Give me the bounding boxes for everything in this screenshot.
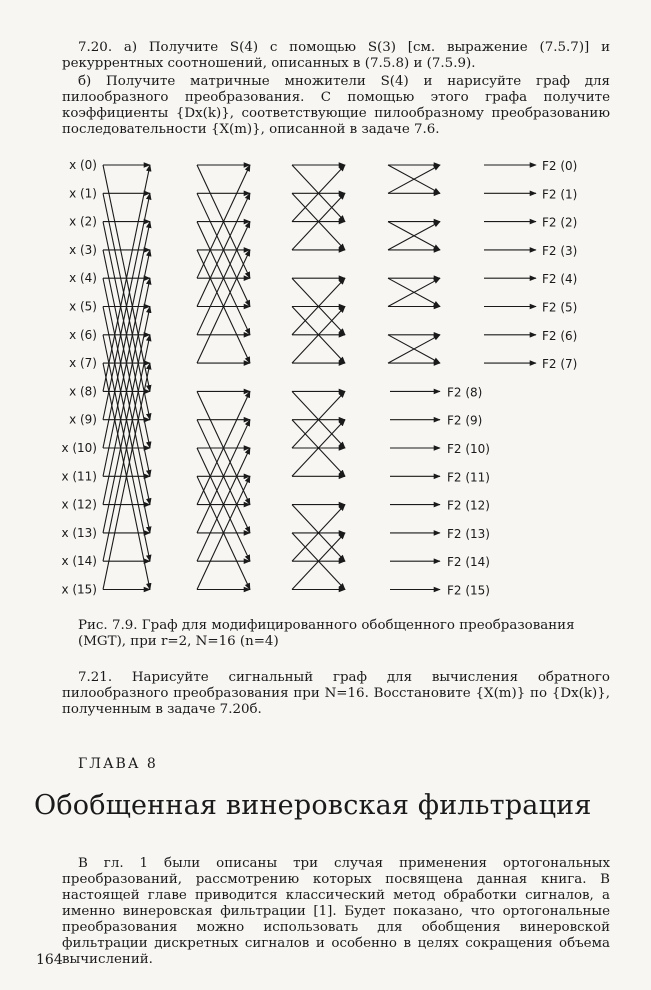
input-label: x (1): [69, 186, 97, 201]
output-label: F2 (14): [447, 555, 490, 570]
output-label: F2 (13): [447, 526, 490, 541]
input-label: x (2): [69, 214, 97, 229]
input-label: x (9): [69, 412, 97, 427]
output-label: F2 (6): [542, 328, 578, 343]
output-label: F2 (3): [542, 243, 578, 258]
output-label: F2 (0): [542, 159, 578, 173]
problem-7-21: 7.21. Нарисуйте сигнальный граф для вычисления обратного пилообразного преобразования при N=16. Восстановите {X(m)} по {Dx(k)}, полученным в задаче 7.20б.: [62, 670, 610, 717]
input-label: x (12): [61, 497, 97, 512]
input-label: x (10): [61, 441, 97, 455]
input-label: x (8): [69, 384, 97, 399]
input-label: x (15): [61, 582, 97, 597]
output-label: F2 (2): [542, 215, 578, 230]
input-label: x (4): [69, 271, 97, 286]
chapter-title: Обобщенная винеровская фильтрация: [34, 790, 592, 821]
output-label: F2 (10): [447, 442, 490, 456]
input-label: x (14): [61, 554, 97, 569]
input-label: x (11): [61, 469, 97, 484]
output-label: F2 (5): [542, 300, 578, 315]
input-label: x (0): [69, 158, 97, 172]
input-label: x (5): [69, 299, 97, 314]
input-label: x (6): [69, 327, 97, 342]
page-number: 164: [36, 952, 63, 968]
output-label: F2 (4): [542, 272, 578, 287]
input-label: x (13): [61, 525, 97, 540]
figure-caption: Рис. 7.9. Граф для модифицированного обобщенного преобразования (MGT), при r=2, N=16 (n=4): [78, 618, 575, 649]
problem-7-20-a: 7.20. а) Получите S(4) с помощью S(3) [см. выражение (7.5.7)] и рекуррентных соотношений, описанных в (7.5.8) и (7.5.9).: [62, 40, 610, 71]
output-label: F2 (8): [447, 385, 483, 400]
output-label: F2 (11): [447, 470, 490, 485]
output-label: F2 (1): [542, 187, 578, 202]
output-label: F2 (9): [447, 413, 483, 428]
chapter-label: ГЛАВА 8: [78, 756, 158, 772]
output-label: F2 (15): [447, 583, 490, 598]
output-label: F2 (12): [447, 498, 490, 513]
input-label: x (3): [69, 242, 97, 257]
output-label: F2 (7): [542, 357, 578, 372]
signal-flow-graph: [0, 150, 651, 610]
input-label: x (7): [69, 356, 97, 371]
problem-7-20-b: б) Получите матричные множители S(4) и нарисуйте граф для пилообразного преобразования. С помощью этого графа получите коэффициенты {Dx(k)}, соответствующие пилообразному преобразованию последовательности {X(m)}, описанной в задаче 7.6.: [62, 74, 610, 137]
chapter-intro: В гл. 1 были описаны три случая применения ортогональных преобразований, рассмотрению которых посвящена данная книга. В настоящей главе приводится классический метод обработки сигналов, а именно винеровская фильтрации [1]. Будет показано, что ортогональные преобразования можно использовать для обобщения винеровской фильтрации дискретных сигналов и особенно в целях сокращения объема вычислений.: [62, 856, 610, 967]
